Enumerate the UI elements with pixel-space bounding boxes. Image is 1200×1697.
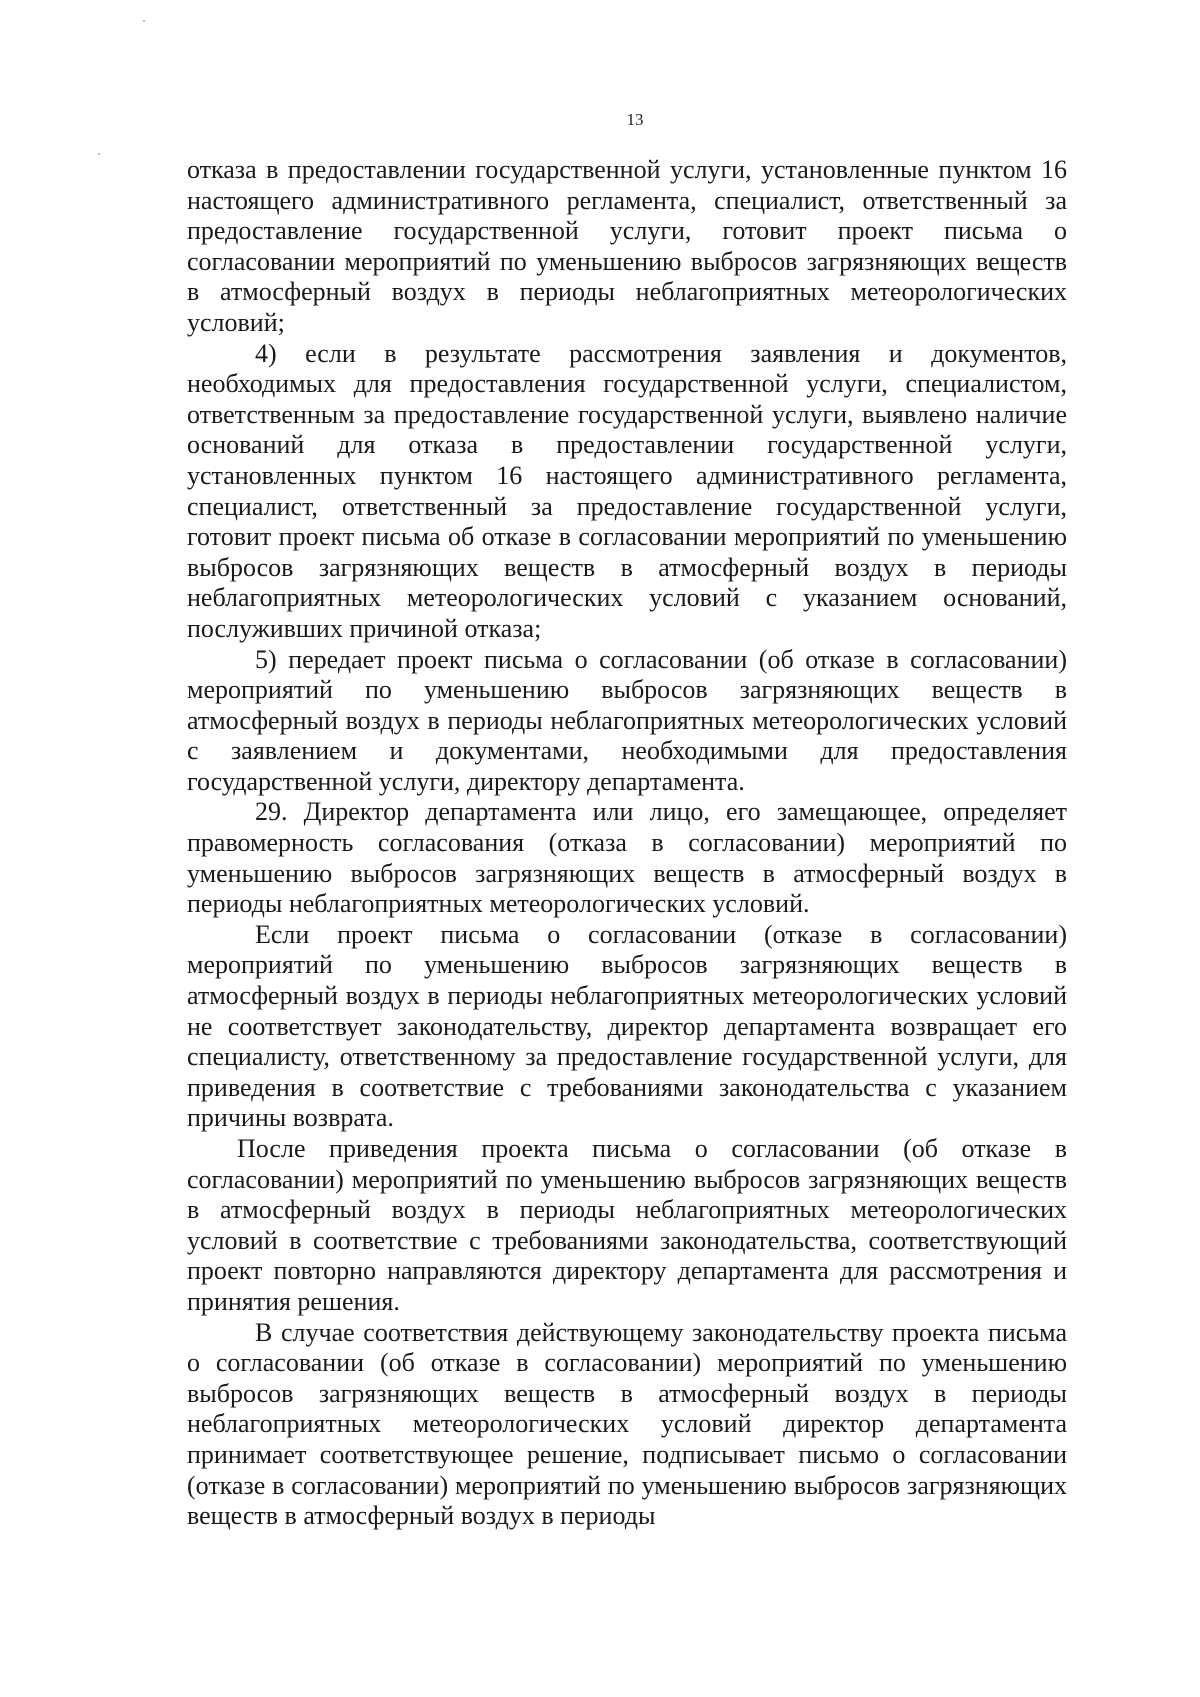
paragraph-after-correction: После приведения проекта письма о согласовании (об отказе в согласовании) мероприятий по уменьшению выбросов загрязняющих веществ в атмосферный воздух в периоды неблагоприятных метеорологических условий в соответствие с требованиями законодательства, соответствующий проект повторно направляются директору департамента для рассмотрения и принятия решения. xyxy=(187,1134,1067,1316)
paragraph-compliance-case: В случае соответствия действующему законодательству проекта письма о согласовании (об отказе в согласовании) мероприятий по уменьшению выбросов загрязняющих веществ в атмосферный воздух в периоды неблагоприятных метеорологических условий директор департамента принимает соответствующее решение, подписывает письмо о согласовании (отказе в согласовании) мероприятий по уменьшению выбросов загрязняющих веществ в атмосферный воздух в периоды xyxy=(187,1317,1067,1531)
page-number: 13 xyxy=(626,110,644,129)
document-body xyxy=(187,155,1067,1532)
scan-speck xyxy=(143,20,145,22)
paragraph-item-5: 5) передает проект письма о согласовании (об отказе в согласовании) мероприятий по уменьшению выбросов загрязняющих веществ в атмосферный воздух в периоды неблагоприятных метеорологических условий с заявлением и документами, необходимыми для предоставления государственной услуги, директору департамента. xyxy=(187,644,1067,796)
paragraph-clause-29: 29. Директор департамента или лицо, его замещающее, определяет правомерность согласования (отказа в согласовании) мероприятий по уменьшению выбросов загрязняющих веществ в атмосферный воздух в периоды неблагоприятных метеорологических условий. xyxy=(187,797,1067,919)
paragraph-return-case: Если проект письма о согласовании (отказе в согласовании) мероприятий по уменьшению выбросов загрязняющих веществ в атмосферный воздух в периоды неблагоприятных метеорологических условий не соответствует законодательству, директор департамента возвращает его специалисту, ответственному за предоставление государственной услуги, для приведения в соответствие с требованиями законодательства с указанием причины возврата. xyxy=(187,919,1067,1133)
paragraph-continuation: отказа в предоставлении государственной услуги, установленные пунктом 16 настоящего административного регламента, специалист, ответственный за предоставление государственной услуги, готовит проект письма о согласовании мероприятий по уменьшению выбросов загрязняющих веществ в атмосферный воздух в периоды неблагоприятных метеорологических условий; xyxy=(187,155,1067,337)
paragraph-item-4: 4) если в результате рассмотрения заявления и документов, необходимых для предоставления государственной услуги, специалистом, ответственным за предоставление государственной услуги, выявлено наличие оснований для отказа в предоставлении государственной услуги, установленных пунктом 16 настоящего административного регламента, специалист, ответственный за предоставление государственной услуги, готовит проект письма об отказе в согласовании мероприятий по уменьшению выбросов загрязняющих веществ в атмосферный воздух в периоды неблагоприятных метеорологических условий с указанием оснований, послуживших причиной отказа; xyxy=(187,338,1067,643)
scan-speck xyxy=(98,153,100,155)
